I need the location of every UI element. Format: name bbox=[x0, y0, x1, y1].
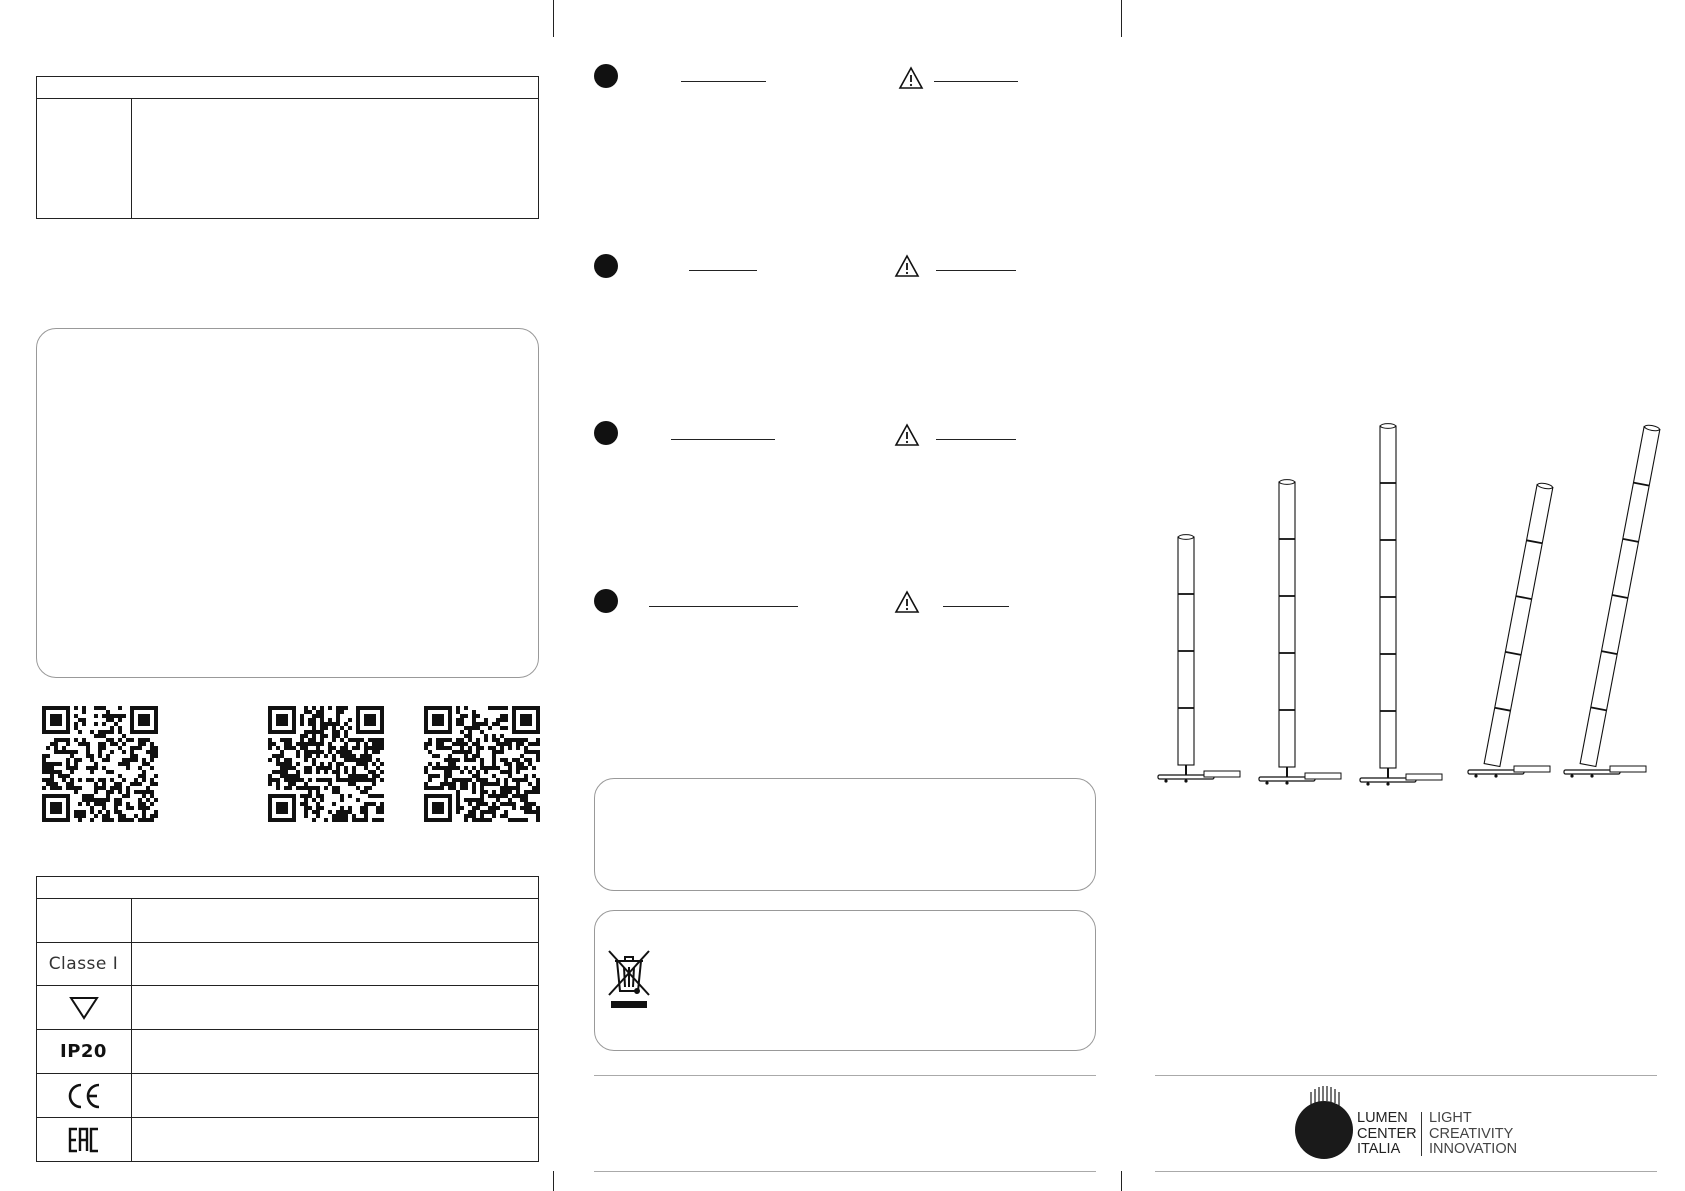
middle-footer-top-rule bbox=[594, 1075, 1096, 1076]
logo-line-1: LUMEN bbox=[1357, 1110, 1408, 1126]
right-footer-top-rule bbox=[1155, 1075, 1657, 1076]
lumen-center-logo bbox=[1295, 1086, 1525, 1160]
ip-cell bbox=[36, 1030, 131, 1073]
top-info-table bbox=[36, 76, 539, 219]
logo-line-2: CENTER bbox=[1357, 1125, 1417, 1142]
triangle-cell bbox=[36, 986, 131, 1029]
logo-line-3: ITALIA bbox=[1357, 1141, 1401, 1157]
step-3-bullet bbox=[594, 421, 618, 445]
fold-mark-top-right bbox=[1121, 0, 1122, 37]
logo-tag-1: LIGHT bbox=[1429, 1110, 1472, 1126]
disposal-box bbox=[594, 910, 1096, 1051]
fold-mark-top-left bbox=[553, 0, 554, 37]
step-2-title-underline bbox=[689, 270, 757, 271]
middle-footer-bottom-rule bbox=[594, 1171, 1096, 1172]
step-3-title-underline bbox=[671, 439, 775, 440]
warning-triangle-icon bbox=[894, 423, 920, 447]
logo-mark-icon bbox=[1295, 1086, 1353, 1160]
step-2-warning-underline bbox=[936, 270, 1016, 271]
floor-lamp-configurations-illustration bbox=[1150, 410, 1670, 790]
step-2-bullet bbox=[594, 254, 618, 278]
warning-triangle-icon bbox=[898, 66, 924, 90]
step-1-title-underline bbox=[681, 81, 766, 82]
eac-cell bbox=[36, 1118, 131, 1161]
info-panel bbox=[36, 328, 539, 678]
classe-cell bbox=[36, 943, 131, 985]
step-3-warning-underline bbox=[936, 439, 1016, 440]
qr-code-3[interactable] bbox=[424, 706, 540, 822]
step-4-title-underline bbox=[649, 606, 798, 607]
notice-box bbox=[594, 778, 1096, 891]
warning-triangle-icon bbox=[894, 590, 920, 614]
logo-tag-2: CREATIVITY bbox=[1429, 1125, 1514, 1142]
qr-code-1[interactable] bbox=[42, 706, 158, 822]
classe-label: Classe I bbox=[48, 954, 119, 974]
right-footer-bottom-rule bbox=[1155, 1171, 1657, 1172]
warning-triangle-icon bbox=[894, 254, 920, 278]
fold-mark-bottom-left bbox=[553, 1171, 554, 1191]
fold-mark-bottom-right bbox=[1121, 1171, 1122, 1191]
logo-tag-3: INNOVATION bbox=[1429, 1141, 1518, 1157]
step-1-warning-underline bbox=[934, 81, 1018, 82]
symbols-header-divider bbox=[36, 898, 539, 899]
crossed-out-wheelie-bin-icon bbox=[605, 947, 655, 1009]
ce-cell bbox=[36, 1074, 131, 1117]
step-4-bullet bbox=[594, 589, 618, 613]
step-4-warning-underline bbox=[943, 606, 1009, 607]
down-triangle-icon bbox=[69, 996, 99, 1020]
table-column-divider bbox=[131, 99, 132, 219]
ip-rating-label: IP20 bbox=[60, 1041, 107, 1062]
eac-mark-icon bbox=[68, 1126, 100, 1154]
step-1-bullet bbox=[594, 64, 618, 88]
table-header-divider bbox=[37, 98, 538, 99]
logo-divider bbox=[1421, 1112, 1422, 1156]
ce-mark-icon bbox=[66, 1082, 102, 1110]
qr-code-2[interactable] bbox=[268, 706, 384, 822]
